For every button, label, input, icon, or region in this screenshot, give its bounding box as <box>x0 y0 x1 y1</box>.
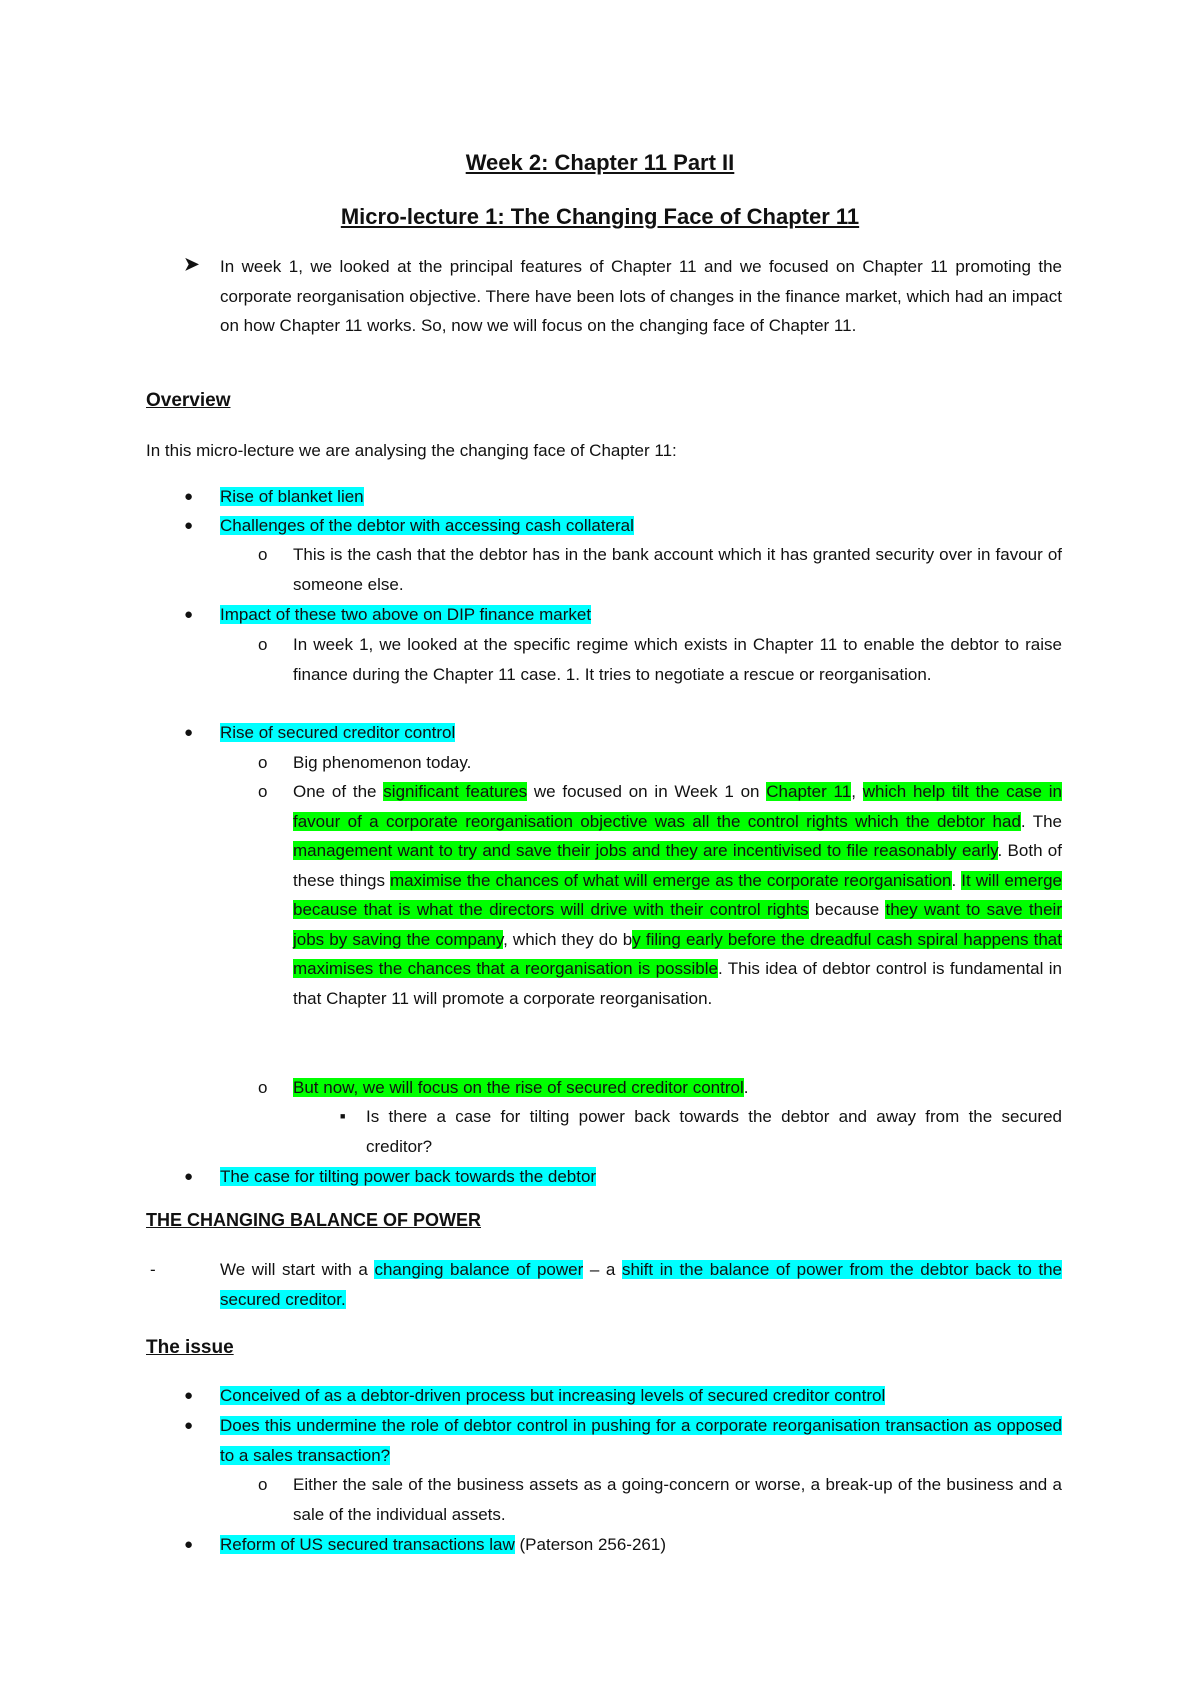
circle-bullet-icon: o <box>258 545 268 564</box>
highlight: they want to save their jobs by saving the company <box>293 900 1062 949</box>
arrow-bullet-icon: ➤ <box>184 254 200 274</box>
highlight: It will emerge because that is what the directors will drive with their control rights <box>293 870 1062 919</box>
intro-paragraph: In week 1, we looked at the principal features of Chapter 11 and we focused on Chapter 11 promoting the corporate reorganisation objective. There have been lots of changes in the finance market, which had an impact on how Chapter 11 works. So, now we will focus on the changing face of Chapter 11. <box>220 257 1062 335</box>
overview-bullet-1 <box>220 482 1062 512</box>
highlight: Rise of blanket lien <box>220 487 364 506</box>
highlight: significant features <box>383 782 528 801</box>
circle-bullet-icon: o <box>258 635 268 654</box>
overview-heading: Overview <box>146 390 231 411</box>
circle-bullet-icon: o <box>258 753 268 772</box>
highlight: maximise the chances of what will emerge as the corporate reorganisation <box>390 870 952 890</box>
bullet-dot-icon: ● <box>184 1417 194 1434</box>
overview-lead: In this micro-lecture we are analysing the changing face of Chapter 11: <box>146 441 677 460</box>
overview-bullet-4-sub-2 <box>293 777 1062 1013</box>
issue-bullet-1 <box>220 1381 1062 1411</box>
overview-bullet-2-sub: This is the cash that the debtor has in the bank account which it has granted security over in favour of someone else. <box>293 545 1062 594</box>
overview-bullet-4-sub-1: Big phenomenon today. <box>293 753 472 772</box>
overview-bullet-4 <box>220 718 1062 748</box>
highlight: Chapter 11 <box>766 782 852 801</box>
text-run: We will start with a <box>220 1260 375 1279</box>
highlight: Rise of secured creditor control <box>220 723 456 742</box>
bullet-dot-icon: ● <box>184 1387 194 1404</box>
text-run: . <box>951 870 962 890</box>
text-run: . Both of these things <box>293 841 1062 890</box>
text-run: . This idea of debtor control is fundamental in that Chapter 11 will promote a corporate reorganisation. <box>293 959 1063 1008</box>
highlight: The case for tilting power back towards the debtor <box>220 1167 597 1186</box>
text-run: we focused on in Week 1 on <box>527 782 767 801</box>
highlight: which help tilt the case in favour of a corporate reorganisation objective was all the control rights which the debtor had <box>293 782 1062 831</box>
highlight: Impact of these two above on DIP finance market <box>220 605 592 624</box>
bullet-dot-icon: ● <box>184 724 194 741</box>
page-title: Week 2: Chapter 11 Part II <box>465 150 735 175</box>
issue-bullet-3 <box>220 1530 1062 1560</box>
highlight: But now, we will focus on the rise of secured creditor control <box>293 1078 744 1097</box>
overview-bullet-4-subsub: Is there a case for tilting power back towards the debtor and away from the secured creditor? <box>366 1107 1062 1156</box>
highlight: shift in the balance of power from the debtor back to the secured creditor. <box>220 1260 1062 1309</box>
overview-bullet-3-sub: In week 1, we looked at the specific regime which exists in Chapter 11 to enable the debtor to raise finance during the Chapter 11 case. 1. It tries to negotiate a rescue or reorganisation. <box>293 635 1062 684</box>
dash-bullet: - <box>150 1260 156 1279</box>
square-bullet-icon: ■ <box>340 1111 346 1121</box>
issue-bullet-2 <box>220 1411 1062 1470</box>
text-run: , <box>851 782 863 801</box>
text-run: One of the <box>293 782 384 801</box>
bullet-dot-icon: ● <box>184 606 194 623</box>
issue-bullet-2-sub: Either the sale of the business assets as a going-concern or worse, a break-up of the business and a sale of the individual assets. <box>293 1475 1062 1524</box>
overview-bullet-2 <box>220 511 1062 541</box>
highlight: changing balance of power <box>374 1260 584 1279</box>
overview-bullet-5 <box>220 1162 1062 1192</box>
balance-paragraph <box>220 1255 1062 1314</box>
bullet-dot-icon: ● <box>184 488 194 505</box>
highlight: Does this undermine the role of debtor control in pushing for a corporate reorganisation transaction as opposed to a sales transaction? <box>220 1416 1062 1465</box>
bullet-dot-icon: ● <box>184 517 194 534</box>
text-run: because <box>808 900 886 919</box>
bullet-dot-icon: ● <box>184 1168 194 1185</box>
text-run: . The <box>1020 811 1062 831</box>
circle-bullet-icon: o <box>258 782 268 801</box>
page-subtitle: Micro-lecture 1: The Changing Face of Chapter 11 <box>340 204 860 229</box>
text-run: , which they do b <box>503 929 633 949</box>
highlight: Reform of US secured transactions law <box>220 1535 515 1554</box>
overview-bullet-3 <box>220 600 1062 630</box>
text-run: . <box>743 1078 749 1097</box>
highlight: management want to try and save their jobs and they are incentivised to file reasonably early <box>293 841 998 860</box>
overview-bullet-4-sub-3 <box>293 1073 1062 1103</box>
text-run: – a <box>583 1260 622 1279</box>
circle-bullet-icon: o <box>258 1078 268 1097</box>
balance-heading: THE CHANGING BALANCE OF POWER <box>146 1210 481 1230</box>
highlight: y filing early before the dreadful cash spiral happens that maximises the chances that a reorganisation is possible <box>293 929 1062 978</box>
issue-heading: The issue <box>146 1337 234 1358</box>
bullet-dot-icon: ● <box>184 1536 194 1553</box>
highlight: Conceived of as a debtor-driven process but increasing levels of secured creditor control <box>220 1386 886 1405</box>
circle-bullet-icon: o <box>258 1475 268 1494</box>
highlight: Challenges of the debtor with accessing cash collateral <box>220 516 634 535</box>
text-run: (Paterson 256-261) <box>514 1535 666 1554</box>
